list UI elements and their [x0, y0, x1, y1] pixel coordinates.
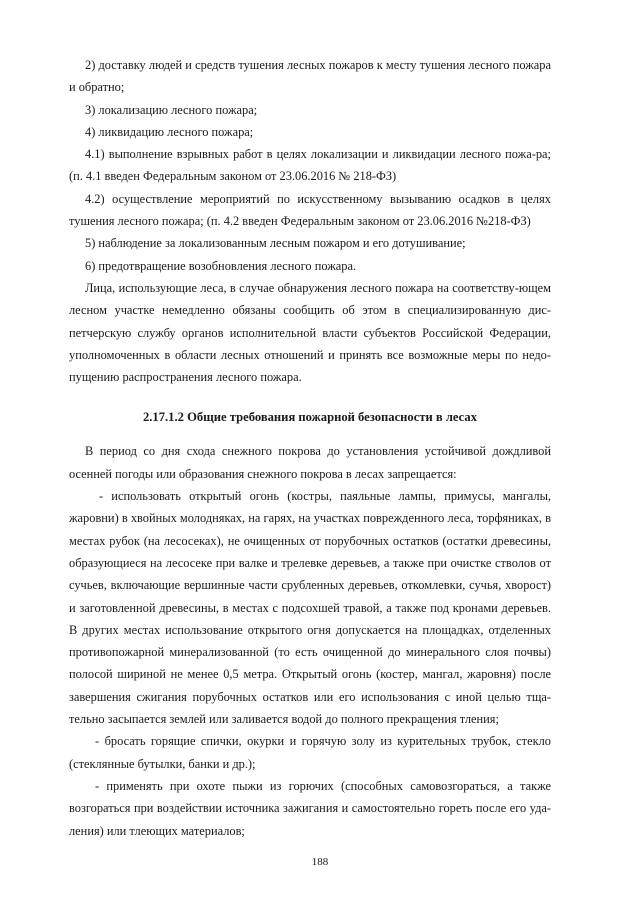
paragraph-open-fire: - использовать открытый огонь (костры, паяльные лампы, примусы, мангалы, жаровни) в хвойных молодняках, на гарях, на участках поврежденного леса, торфяниках, в местах рубок (на лесосеках), не очищенных от порубочных остатков (остатки древесины, образующиеся на лесосеке при валке и трелевке деревьев, а также при очистке стволов от сучьев, включающие вершинные части срубленных деревьев, откомлевки, сучья, хворост) и заготовленной древесины, в местах с подсохшей травой, а также под кронами деревьев. В других местах использование открытого огня допускается на площадках, отделенных противопожарной минерализованной (то есть очищенной до минерального слоя почвы) полосой шириной не менее 0,5 метра. Открытый огонь (костер, мангал, жаровня) после завершения сжигания порубочных остатков или его использования с иной целью тща-тельно засыпается землей или заливается водой до полного прекращения тления; — [69, 489, 551, 727]
paragraph-prohibition-intro: В период со дня схода снежного покрова до установления устойчивой дождливой осенней погоды или образования снежного покрова в лесах запрещается: — [69, 444, 551, 481]
paragraph-forest-users: Лица, использующие леса, в случае обнаружения лесного пожара на соответству-ющем лесном участке немедленно обязаны сообщить об этом в специализированную дис-петчерскую службу органов исполнительной власти субъектов Российской Федерации, уполномоченных в области лесных отношений и принять все возможные меры по недо-пущению распространения лесного пожара. — [69, 280, 551, 385]
paragraph-item-2: 2) доставку людей и средств тушения лесных пожаров к месту тушения лесного пожара и обратно; — [69, 58, 551, 95]
paragraph-item-3: 3) локализацию лесного пожара; — [85, 102, 258, 117]
paragraph-matches: - бросать горящие спички, окурки и горячую золу из курительных трубок, стекло (стеклянные бутылки, банки и др.); — [69, 734, 551, 771]
paragraph-item-6: 6) предотвращение возобновления лесного пожара. — [85, 258, 357, 273]
paragraph-item-5: 5) наблюдение за локализованным лесным пожаром и его дотушивание; — [85, 236, 466, 251]
paragraph-item-4-2: 4.2) осуществление мероприятий по искусственному вызыванию осадков в целях тушения лесного пожара; (п. 4.2 введен Федеральным законом от 23.06.2016 №218-ФЗ) — [69, 191, 551, 229]
page-content — [69, 54, 551, 842]
page-number: 188 — [311, 856, 329, 868]
section-heading: 2.17.1.2 Общие требования пожарной безопасности в лесах — [142, 410, 478, 425]
paragraph-item-4-1: 4.1) выполнение взрывных работ в целях локализации и ликвидации лесного пожа-ра;(п. 4.1 введен Федеральным законом от 23.06.2016 № 218-ФЗ) — [69, 147, 551, 184]
paragraph-hunting-wads: - применять при охоте пыжи из горючих (способных самовозгораться, а также возгораться при воздействии источника зажигания и самостоятельно гореть после его уда-ления) или тлеющих материалов; — [69, 778, 551, 838]
paragraph-item-4: 4) ликвидацию лесного пожара; — [85, 124, 254, 139]
